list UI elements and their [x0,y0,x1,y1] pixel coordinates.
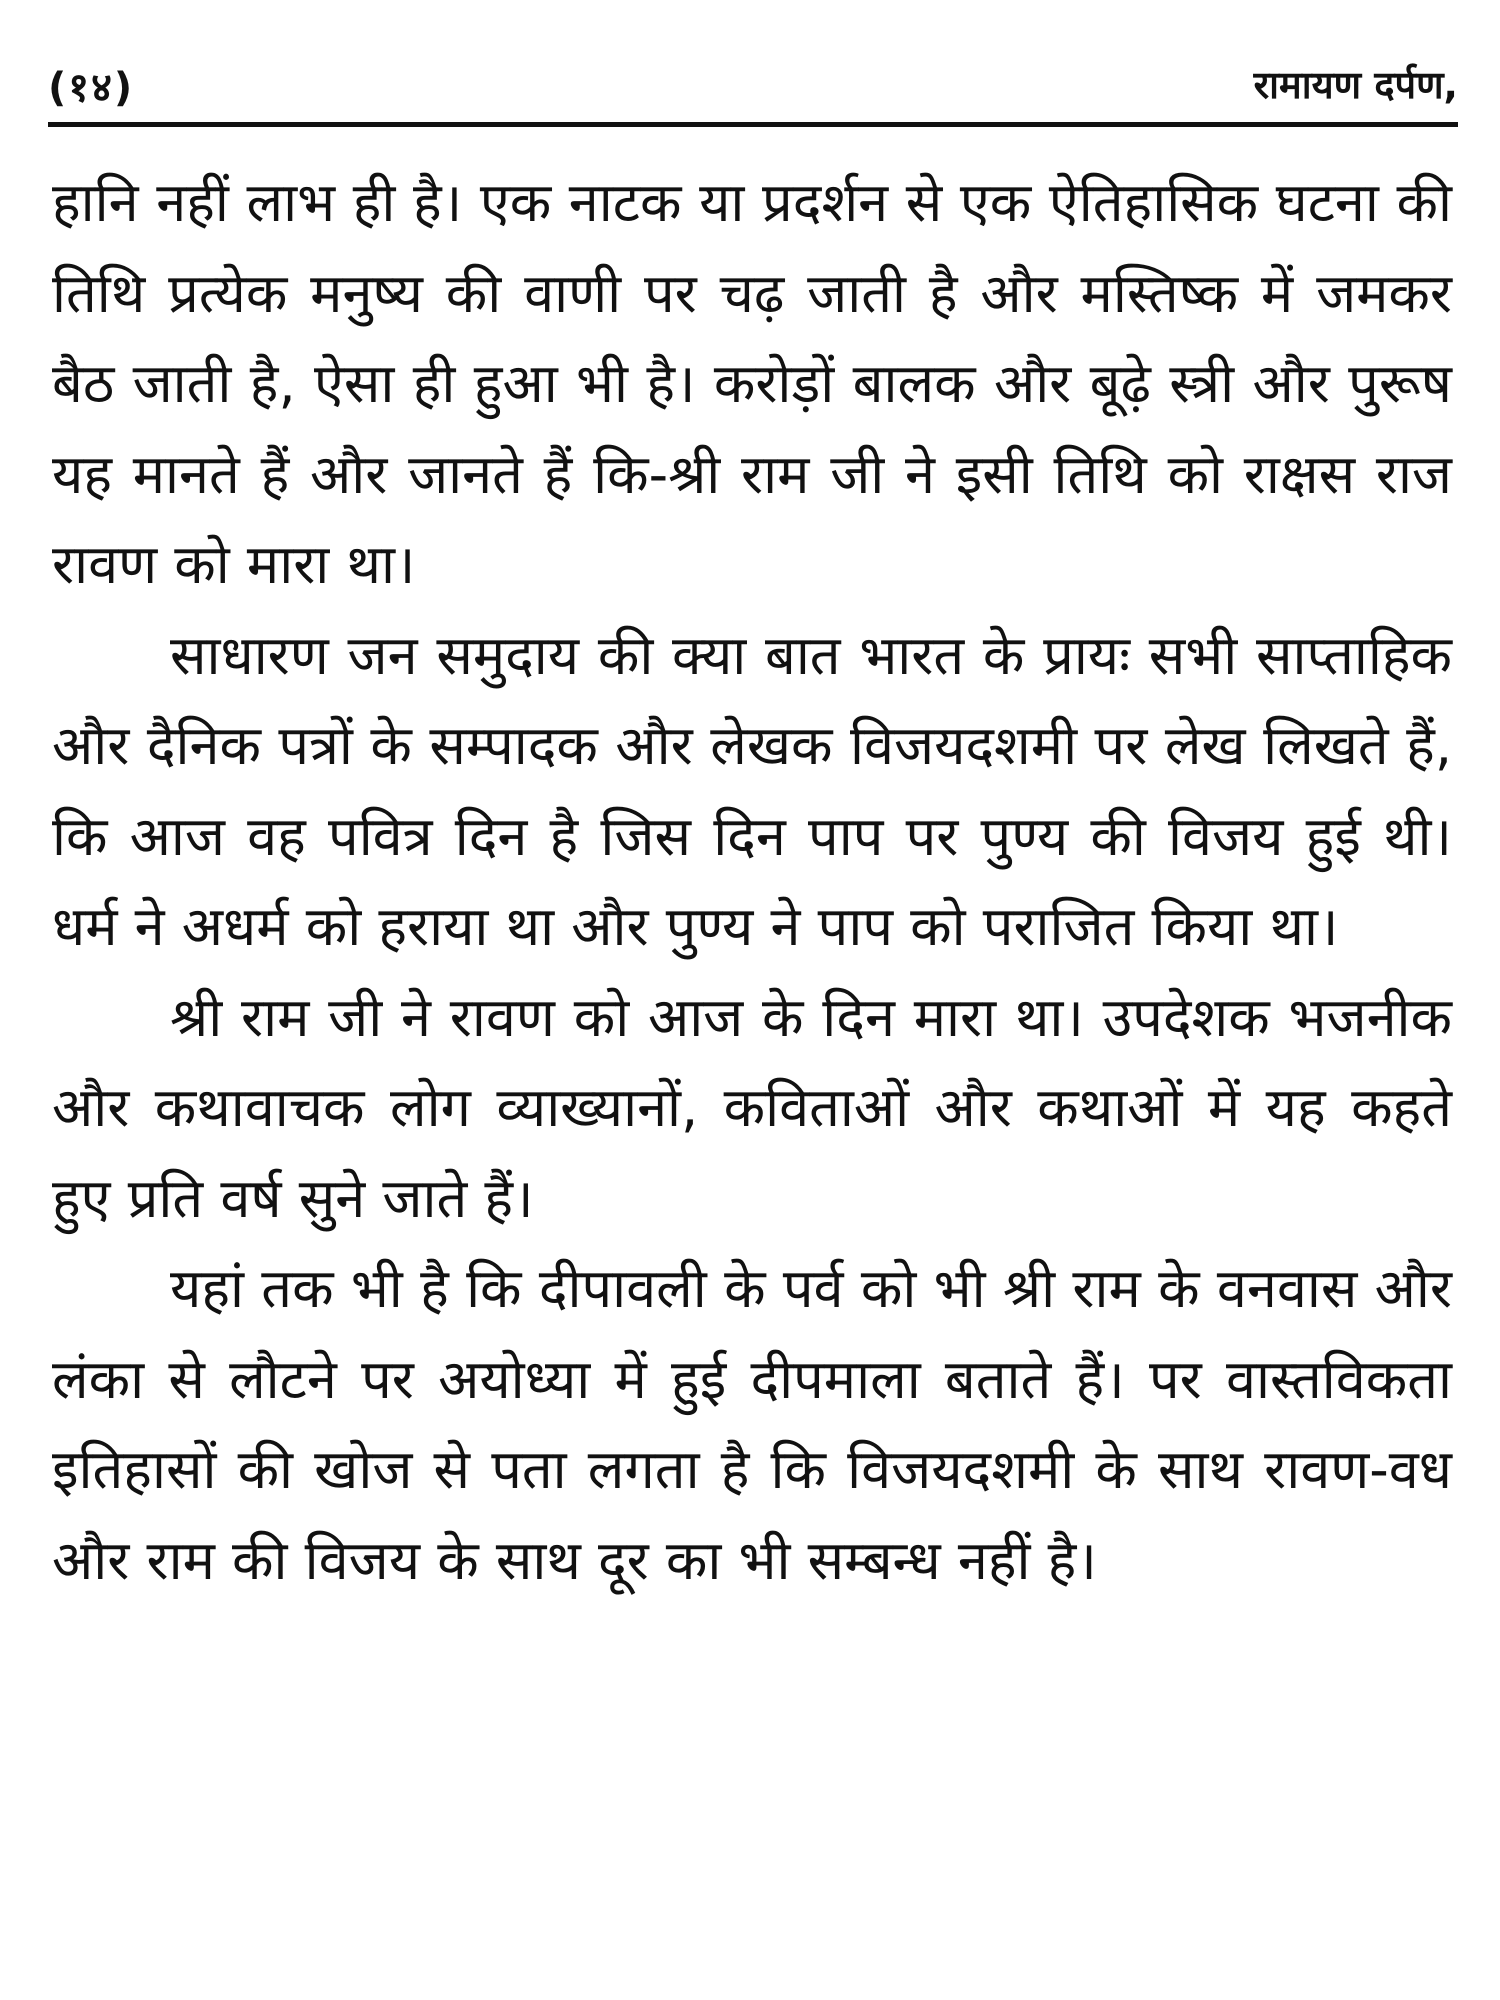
page-number: (१४) [48,65,135,111]
paragraph: श्री राम जी ने रावण को आज के दिन मारा था। उपदेशक भजनीक और कथावाचक लोग व्याख्यानों, कविताओं और कथाओं में यह कहते हुए प्रति वर्ष सुने जाते हैं। [52,985,1452,1230]
paragraph: यहां तक भी है कि दीपावली के पर्व को भी श्री राम के वनवास और लंका से लौटने पर अयोध्या में हुई दीपमाला बताते हैं। पर वास्तविकता इतिहासों की खोज से पता लगता है कि विजयदशमी के साथ रावण-वध और राम की विजय के साथ दूर का भी सम्बन्ध नहीं है। [52,1257,1452,1592]
running-title: रामायण दर्पण, [1253,63,1458,107]
paragraph: हानि नहीं लाभ ही है। एक नाटक या प्रदर्शन से एक ऐतिहासिक घटना की तिथि प्रत्येक मनुष्य की वाणी पर चढ़ जाती है और मस्तिष्क में जमकर बैठ जाती है, ऐसा ही हुआ भी है। करोड़ों बालक और बूढ़े स्त्री और पुरूष यह मानते हैं और जानते हैं कि-श्री राम जी ने इसी तिथि को राक्षस राज रावण को मारा था। [52,171,1452,596]
page-header [48,58,1458,118]
body-text [52,158,1452,1606]
paragraph: साधारण जन समुदाय की क्या बात भारत के प्रायः सभी साप्ताहिक और दैनिक पत्रों के सम्पादक और लेखक विजयदशमी पर लेख लिखते हैं, कि आज वह पवित्र दिन है जिस दिन पाप पर पुण्य की विजय हुई थी। धर्म ने अधर्म को हराया था और पुण्य ने पाप को पराजित किया था। [52,623,1452,958]
header-divider [48,122,1458,127]
